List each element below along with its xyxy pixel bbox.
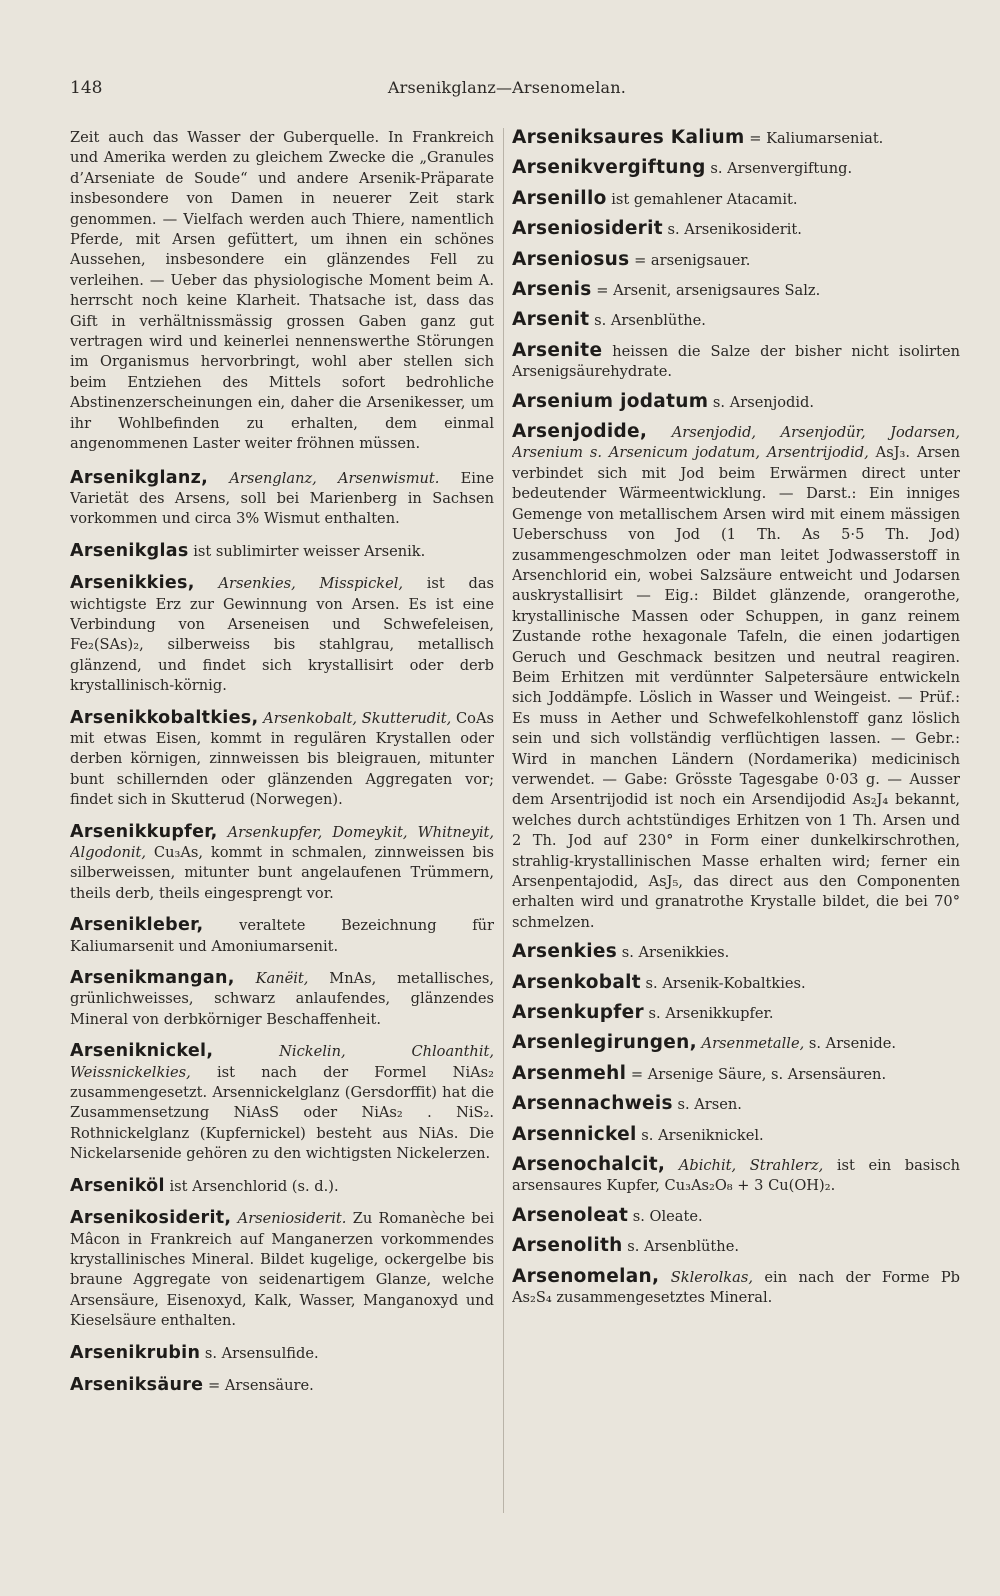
- dictionary-entry: [512, 1064, 960, 1085]
- definition: s. Arsenblüthe.: [627, 1238, 739, 1256]
- dictionary-entry: [512, 1206, 960, 1227]
- left-column: [70, 128, 494, 1578]
- headword: Arsenmehl: [512, 1062, 627, 1084]
- headword: Arseniosus: [512, 248, 630, 270]
- definition: AsJ₃. Arsen verbindet sich mit Jod beim Erwärmen direct unter bedeutender Wärmeentwicklung. — Darst.: Ein inniges Gemenge von metallischem Arsen wird mit einem mässigen Ueberschuss von Jod (1 Th. As 5·5 Th. Jod) zusammengeschmolzen oder man leitet Jodwasserstoff in Arsenchlorid ein, wobei Salzsäure entweicht und Jodarsen auskrystallisirt — Eig.: Bildet glänzende, orangerothe, krystallinische Massen oder Schuppen, in ganz reinem Zustande rothe hexagonale Tafeln, die einen jodartigen Geruch und Geschmack besitzen und neutral reagiren. Beim Erhitzen mit verdünnter Salpetersäure entwickeln sich Joddämpfe. Löslich in Wasser und Weingeist. — Prüf.: Es muss in Aether und Schwefelkohlenstoff ganz löslich sein und sich vollständig verflüchtigen lassen. — Gebr.: Wird in manchen Ländern (Nordamerika) medicinisch verwendet. — Gabe: Grösste Tagesgabe 0·03 g. — Ausser dem Arsentrijodid ist noch ein Arsendijodid As₂J₄ bekannt, welches durch achtstündiges Erhitzen von 1 Th. Arsen und 2 Th. Jod auf 230° in Form einer dunkelkirschrothen, strahlig-krystallinischen Masse erhalten wird; ferner ein Arsenpentajodid, AsJ₅, das direct aus den Componenten erhalten wird und granatrothe Krystalle bildet, die bei 70° schmelzen.: [512, 444, 960, 931]
- headword: Arsenite: [512, 339, 603, 361]
- definition: s. Arsenvergiftung.: [710, 160, 853, 178]
- dictionary-entry: [70, 468, 494, 530]
- headword: Arsenikmangan,: [70, 968, 235, 989]
- headword: Arsennickel: [512, 1123, 637, 1145]
- headword: Arsenis: [512, 279, 592, 301]
- dictionary-entry: [70, 822, 494, 905]
- synonyms: Arsenglanz, Arsenwismut.: [229, 469, 440, 487]
- synonyms: Arseniosiderit.: [237, 1210, 347, 1228]
- dictionary-entry: [512, 973, 960, 994]
- synonyms: Kanëit,: [255, 970, 309, 988]
- synonyms: Arsenkobalt, Skutterudit,: [263, 709, 452, 727]
- definition: ist nach der Formel NiAs₂ zusammengesetzt. Arsennickelglanz (Gersdorffit) hat die Zusammensetzung NiAsS oder NiAs₂ . NiS₂. Rothnickelglanz (Kupfernickel) besteht aus NiAs. Die Nickelarsenide gehören zu den wichtigsten Nickelerzen.: [70, 1063, 494, 1163]
- synonyms: Arsenjodid, Arsenjodür, Jodarsen, Arsenium s. Arsenicum jodatum, Arsentrijodid,: [512, 424, 960, 462]
- dictionary-entry: [70, 1041, 494, 1164]
- dictionary-entry: [70, 915, 494, 957]
- dictionary-entry: [512, 1125, 960, 1146]
- headword: Arsenikkupfer,: [70, 821, 218, 842]
- definition: s. Arsenblüthe.: [594, 312, 706, 330]
- dictionary-entry: [512, 1267, 960, 1309]
- headword: Arsenikkobaltkies,: [70, 707, 259, 728]
- definition: = Arsensäure.: [207, 1376, 314, 1394]
- dictionary-entry: [70, 1343, 494, 1364]
- definition: = Arsenit, arsenigsaures Salz.: [596, 282, 821, 300]
- headword: Arseniosiderit: [512, 218, 663, 240]
- headword: Arseniksäure: [70, 1374, 204, 1395]
- headword: Arsenikkies,: [70, 573, 195, 594]
- right-column: [512, 128, 960, 1578]
- synonyms: Abichit, Strahlerz,: [678, 1157, 824, 1175]
- definition: Zu Romanèche bei Mâcon in Frankreich auf Manganerzen vorkommendes krystallinisches Mineral. Bildet kugelige, ockergelbe bis braune Aggregate von seidenartigem Glanze, welche Arsensäure, Eisenoxyd, Kalk, Wasser, Manganoxyd und Kieselsäure enthalten.: [70, 1210, 494, 1330]
- headword: Arsenikvergiftung: [512, 157, 706, 179]
- definition: ist ein basisch arsensaures Kupfer, Cu₃As₂O₈ + 3 Cu(OH)₂.: [512, 1157, 960, 1195]
- headword: Arsenkupfer: [512, 1002, 644, 1024]
- synonyms: Sklerolkas,: [670, 1268, 753, 1286]
- definition: s. Arsenjodid.: [712, 393, 815, 411]
- headword: Arseniköl: [70, 1175, 165, 1196]
- definition: ist Arsenchlorid (s. d.).: [169, 1177, 339, 1195]
- headword: Arsenjodide,: [512, 421, 648, 443]
- headword: Arsenikglanz,: [70, 467, 209, 488]
- dictionary-entry: [512, 1003, 960, 1024]
- headword: Arsenium jodatum: [512, 390, 709, 412]
- synonyms: Nickelin, Chloanthit, Weissnickelkies,: [70, 1043, 494, 1081]
- definition: Cu₃As, kommt in schmalen, zinnweissen bis silberweissen, mitunter bunt angelaufenen Trümmern, theils derb, theils eingesprengt vor.: [70, 844, 494, 902]
- definition: = Kaliumarseniat.: [749, 130, 884, 147]
- dictionary-entry: [70, 708, 494, 811]
- synonyms: Arsenkupfer, Domeykit, Whitneyit, Algodonit,: [70, 823, 494, 861]
- dictionary-entry: [512, 1236, 960, 1257]
- headword: Arsenikrubin: [70, 1342, 201, 1363]
- headword: Arsenomelan,: [512, 1265, 660, 1287]
- column-divider: [503, 128, 504, 1513]
- definition: = Arsenige Säure, s. Arsensäuren.: [630, 1065, 887, 1083]
- definition: s. Arsenide.: [808, 1035, 896, 1053]
- dictionary-entry: [512, 1033, 960, 1054]
- headword: Arsenillo: [512, 187, 607, 209]
- headword: Arseniknickel,: [70, 1041, 214, 1062]
- page-header: [66, 78, 948, 102]
- dictionary-entry: [512, 341, 960, 383]
- dictionary-entry: [512, 392, 960, 413]
- definition: s. Oleate.: [632, 1207, 703, 1225]
- definition: s. Arsenikkupfer.: [648, 1005, 774, 1023]
- dictionary-entry: [512, 1155, 960, 1197]
- dictionary-entry: [512, 1094, 960, 1115]
- definition: s. Arsenikkies.: [621, 944, 730, 962]
- dictionary-entry: [512, 942, 960, 963]
- dictionary-entry: [70, 1176, 494, 1197]
- headword: Arsenolith: [512, 1235, 623, 1257]
- definition: ist gemahlener Atacamit.: [611, 190, 798, 208]
- definition: ein nach der Forme Pb As₂S₄ zusammengesetztes Mineral.: [512, 1268, 960, 1307]
- dictionary-entry: [70, 1375, 494, 1396]
- definition: Eine Varietät des Arsens, soll bei Marienberg in Sachsen vorkommen und circa 3% Wismut enthalten.: [70, 469, 494, 528]
- headword: Arsenikleber,: [70, 915, 204, 936]
- dictionary-entry: [512, 219, 960, 240]
- synonyms: Arsenkies, Misspickel,: [218, 575, 404, 593]
- synonyms: Arsenmetalle,: [701, 1035, 805, 1053]
- headword: Arsenikosiderit,: [70, 1208, 232, 1229]
- dictionary-entry: [512, 422, 960, 933]
- definition: heissen die Salze der bisher nicht isolirten Arsenigsäurehydrate.: [512, 342, 960, 381]
- headword: Arsenit: [512, 309, 590, 331]
- definition: ist sublimirter weisser Arsenik.: [193, 542, 426, 560]
- dictionary-entry: [512, 189, 960, 210]
- headword: Arsenkobalt: [512, 971, 641, 993]
- dictionary-entry: [512, 310, 960, 331]
- definition: s. Arsenikosiderit.: [667, 221, 802, 239]
- definition: s. Arsenik-Kobaltkies.: [645, 974, 806, 992]
- definition: ist das wichtigste Erz zur Gewinnung von Arsen. Es ist eine Verbindung von Arseneisen und Schwefeleisen, Fe₂(SAs)₂, silberweiss bis stahlgrau, metallisch glänzend, und findet sich krystallisirt oder derb krystallinisch-körnig.: [70, 575, 494, 695]
- headword: Arsenikglas: [70, 540, 189, 561]
- headword: Arsennachweis: [512, 1093, 673, 1115]
- dictionary-entry: [70, 541, 494, 562]
- definition: veraltete Bezeichnung für Kaliumarsenit und Amoniumarsenit.: [70, 917, 494, 955]
- definition: s. Arseniknickel.: [641, 1126, 764, 1144]
- definition: Zeit auch das Wasser der Guberquelle. In Frankreich und Amerika werden zu gleichem Zwecke die „Granules d’Arseniate de Soude“ und andere Arsenik-Präparate insbesondere von Damen in neuerer Zeit stark genommen. — Vielfach werden auch Thiere, namentlich Pferde, mit Arsen gefüttert, um ihnen ein schönes Aussehen, insbesondere ein glänzendes Fell zu verleihen. — Ueber das physiologische Moment beim A. herrscht noch keine Klarheit. Thatsache ist, dass das Gift in verhältnissmässig grossen Gaben ganz gut vertragen wird und keinerlei nennenswerthe Störungen im Organismus hervorbringt, wohl aber stellen sich beim Entziehen des Mittels sofort bedrohliche Abstinenzerscheinungen ein, daher die Arsenikesser, um ihr Wohlbefinden zu erhalten, dem einmal angenommenen Laster weiter fröhnen müssen.: [70, 129, 494, 453]
- dictionary-entry: [512, 128, 960, 149]
- definition: s. Arsensulfide.: [204, 1344, 319, 1362]
- headword: Arseniksaures Kalium: [512, 128, 745, 148]
- dictionary-entry: [512, 280, 960, 301]
- dictionary-entry: [70, 1208, 494, 1331]
- dictionary-entry: [70, 573, 494, 696]
- definition: CoAs mit etwas Eisen, kommt in regulären Krystallen oder derben körnigen, zinnweissen bis bleigrauen, mitunter bunt schillernden oder glänzenden Aggregaten vor; findet sich in Skutterud (Norwegen).: [70, 709, 494, 809]
- dictionary-entry: [70, 968, 494, 1030]
- headword: Arsenlegirungen,: [512, 1032, 697, 1054]
- dictionary-entry: [512, 158, 960, 179]
- definition: = arsenigsauer.: [634, 251, 751, 269]
- headword: Arsenoleat: [512, 1204, 629, 1226]
- headword: Arsenkies: [512, 941, 618, 963]
- dictionary-entry: [70, 128, 494, 455]
- headword: Arsenochalcit,: [512, 1154, 666, 1176]
- page-number: 148: [70, 78, 103, 98]
- dictionary-entry: [512, 250, 960, 271]
- running-head: Arsenikglanz—Arsenomelan.: [387, 78, 627, 97]
- definition: MnAs, metallisches, grünlichweisses, schwarz anlaufendes, glänzendes Mineral von derbkörniger Beschaffenheit.: [70, 970, 494, 1028]
- definition: s. Arsen.: [677, 1096, 742, 1114]
